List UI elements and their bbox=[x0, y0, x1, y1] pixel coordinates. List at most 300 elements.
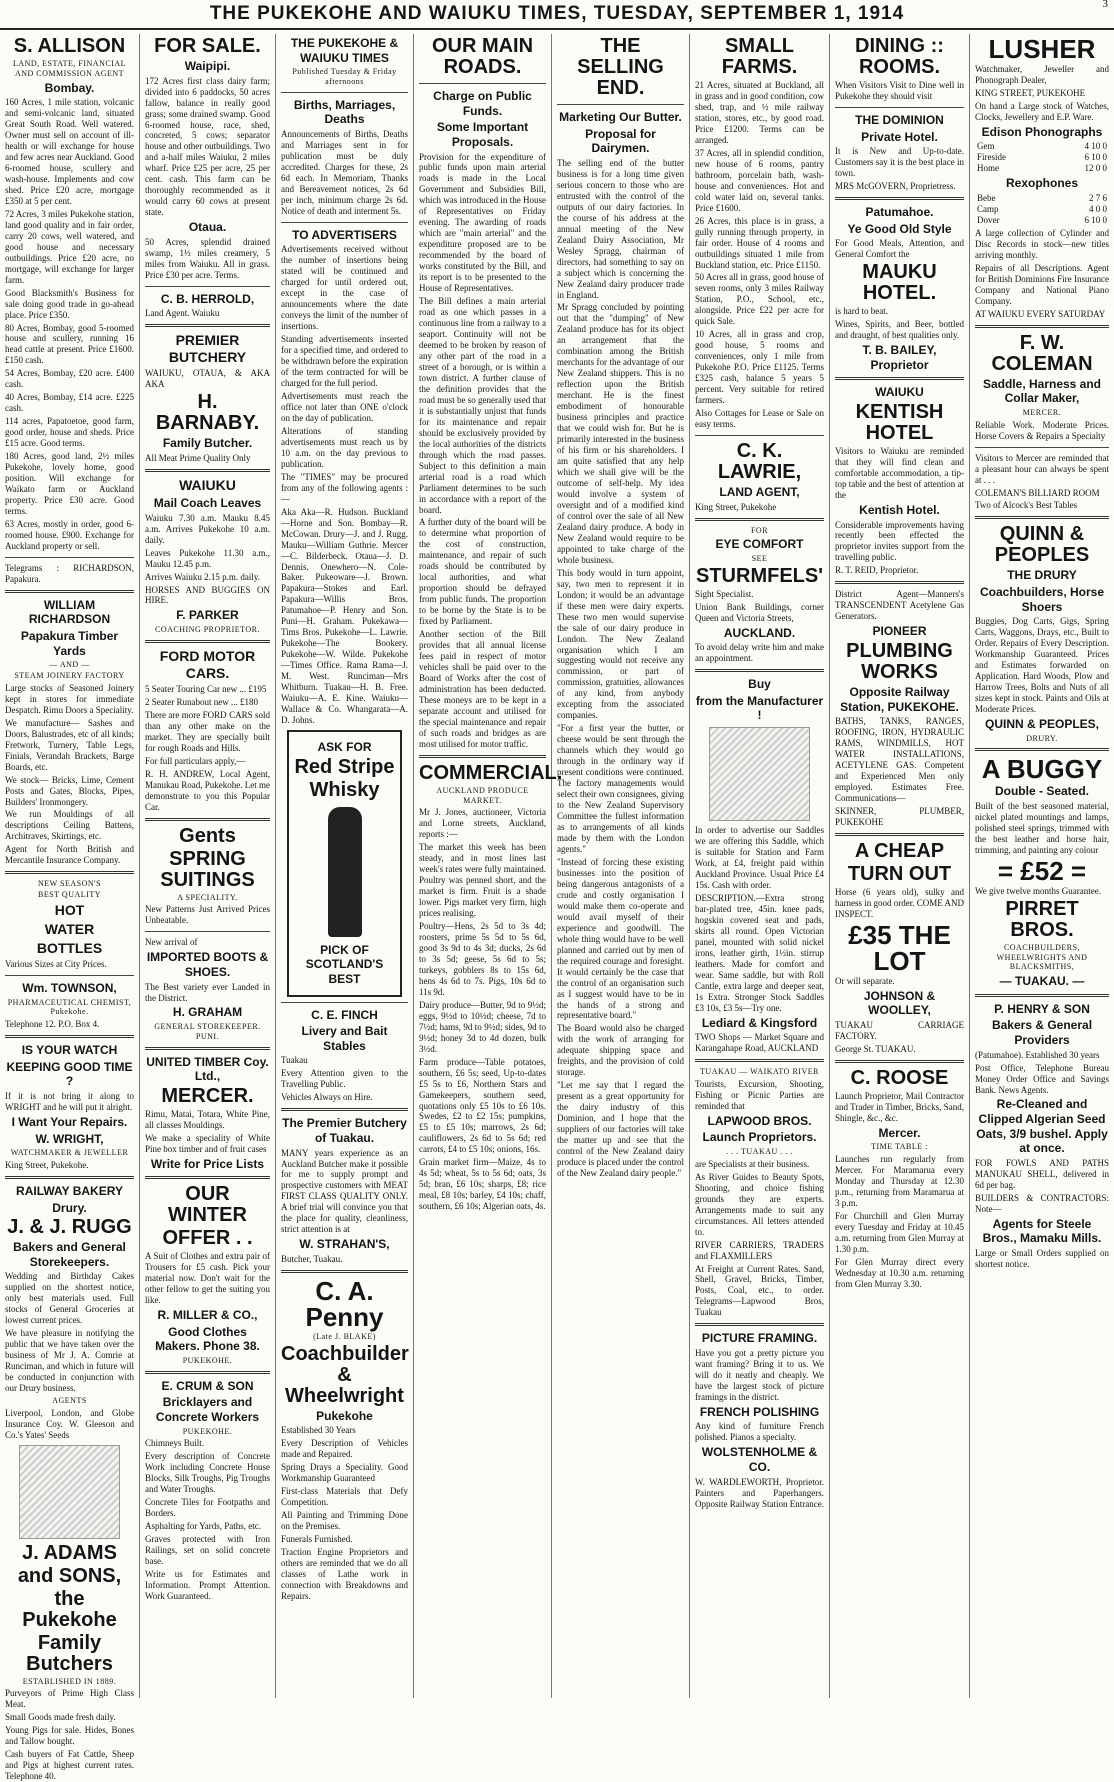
ad-subheading: AUCKLAND PRODUCE MARKET. bbox=[436, 785, 529, 805]
body-text: Union Bank Buildings, corner Queen and Victoria Streets, bbox=[695, 601, 824, 623]
body-text: RIVER CARRIERS, TRADERS and FLAXMILLERS bbox=[695, 1239, 824, 1261]
body-text: Various Sizes at City Prices. bbox=[5, 959, 107, 970]
ad-heading: H. BARNABY. bbox=[155, 391, 260, 435]
body-text: FOR FOWLS AND PATHS MANUKAU SHELL, delivered in 6d per bag. bbox=[975, 1157, 1109, 1190]
column-1 bbox=[0, 34, 140, 1782]
body-text: The Best variety ever Landed in the District. bbox=[145, 981, 270, 1003]
price-value: 12 0 0 bbox=[1084, 163, 1107, 174]
ad-heading: THE SELLING END. bbox=[577, 35, 664, 99]
body-text: 5 Seater Touring Car new ... £195 bbox=[145, 683, 267, 694]
column-rule bbox=[281, 92, 408, 93]
ad-heading: Buy bbox=[748, 677, 771, 692]
body-text: Watchmaker, Jeweller and Phonograph Dealer, bbox=[975, 64, 1109, 85]
price-value: 2 7 6 bbox=[1089, 193, 1107, 203]
ad-heading: Good Clothes Makers. Phone 38. bbox=[155, 1324, 260, 1354]
body-text: A further duty of the board will be to determine what proportion of the cost of construction, maintenance, and repair of such roads should be contributed by local authorities, and what proportion should be defrayed from public funds. The proportion to be borne by the State is to be fixed by Parliament. bbox=[419, 517, 546, 627]
ad-heading: Papakura Timber Yards bbox=[20, 629, 119, 658]
ad-heading: TURN OUT bbox=[847, 862, 952, 885]
body-text: TUAKAU CARRIAGE FACTORY. bbox=[835, 1019, 964, 1041]
body-text: is hard to beat. bbox=[835, 306, 888, 317]
body-text: New Patterns Just Arrived Prices Unbeatable. bbox=[145, 904, 270, 926]
ad-heading: WILLIAM RICHARDSON bbox=[28, 597, 111, 627]
ad-subheading: (Late J. BLAKE) bbox=[313, 1331, 376, 1341]
body-text: For Churchill and Glen Murray every Tuesday and Friday at 10.45 a.m. returning from Glen Murray at 1.30 p.m. bbox=[835, 1210, 964, 1254]
section-divider bbox=[145, 469, 270, 472]
whisky-ad-line: Red Stripe bbox=[294, 755, 395, 778]
body-text: MRS McGOVERN, Proprietress. bbox=[835, 181, 956, 192]
body-text: Rimu, Matai, Totara, White Pine, all classes Mouldings. bbox=[145, 1108, 270, 1130]
ad-subheading: . . . TUAKAU . . . bbox=[726, 1147, 793, 1157]
ad-heading: KENTISH HOTEL bbox=[855, 401, 944, 445]
ad-heading: QUINN & PEOPLES, bbox=[984, 717, 1100, 732]
ad-heading: HOT bbox=[54, 901, 85, 918]
ad-subheading: NEW SEASON'S bbox=[37, 879, 102, 889]
ad-heading: Family Butcher. bbox=[162, 436, 253, 451]
price-row bbox=[975, 163, 1109, 174]
ad-heading: TO ADVERTISERS bbox=[292, 227, 397, 242]
body-text: This body would in turn appoint, say, two men to represent it in London; it would be an advantage if these men were dairy experts. These two men would supervise the sale of our dairy produce in London. The New Zealand organisation which I am suggesting would not receive any commission, or part of commission, gratuities, allowances of any kind, from anybody excepting from the associated companies. bbox=[557, 567, 684, 721]
ad-heading: RAILWAY BAKERY bbox=[16, 1183, 123, 1198]
section-divider bbox=[695, 518, 824, 521]
ad-heading: LUSHER bbox=[988, 34, 1096, 64]
body-text: For Good Meals, Attention, and General Comfort the bbox=[835, 238, 964, 260]
ad-heading: THE DOMINION bbox=[855, 112, 944, 127]
ad-heading: PIONEER bbox=[872, 624, 927, 639]
body-text: Land Agent. Waiuku bbox=[145, 308, 220, 319]
ad-heading: J. ADAMS bbox=[22, 1541, 117, 1564]
body-text: Young Pigs for sale. Hides, Bones and Tallow bought. bbox=[5, 1725, 134, 1747]
ad-heading: Mercer. bbox=[878, 1125, 921, 1140]
ad-heading: OUR MAIN ROADS. bbox=[431, 35, 534, 78]
section-divider bbox=[835, 833, 964, 836]
section-divider bbox=[145, 1371, 270, 1374]
ad-heading: JOHNSON & WOOLLEY, bbox=[863, 988, 936, 1018]
column-rule bbox=[975, 447, 1109, 448]
price-item: Gem bbox=[977, 141, 995, 152]
body-text: We stock— Bricks, Lime, Cement Posts and Gates, Blocks, Pipes, Builders' Ironmongery. bbox=[5, 774, 134, 807]
ad-subheading: — AND — bbox=[49, 660, 90, 670]
body-text: "Let me say that I regard the present as a great opportunity for the dairy industry of this Dominion, and I hope that the suppliers of our factories will take the matter up and see that the control of the New Zealand dairy produce is placed under the control of the New Zealand dairy people." bbox=[557, 1080, 684, 1179]
price-value: 4 0 0 bbox=[1089, 203, 1107, 214]
body-text: Any kind of furniture French polished. Pianos a specialty. bbox=[695, 1421, 824, 1443]
body-text: We make a speciality of White Pine box timber and of fruit cases bbox=[145, 1132, 270, 1154]
whisky-advertisement bbox=[287, 730, 402, 997]
body-text: Leaves Pukekohe 11.30 a.m., Mauku 12.45 p.m. bbox=[145, 547, 270, 569]
body-text: All Meat Prime Quality Only bbox=[145, 453, 251, 464]
body-text: 114 acres, Papatoetoe, good farm, good order, house and sheds. Price £15 acre. Good terms. bbox=[5, 416, 134, 449]
column-rule bbox=[145, 931, 270, 932]
body-text: Considerable improvements having recently been effected the proprietor invites support from the travelling public. bbox=[835, 519, 964, 563]
ad-heading: WAIUKU bbox=[875, 385, 924, 400]
body-text: R. T. REID, Proprietor. bbox=[835, 565, 919, 576]
section-divider bbox=[835, 1060, 964, 1063]
body-text: Chimneys Built. bbox=[145, 1438, 205, 1449]
ad-heading: MERCER. bbox=[161, 1084, 254, 1107]
body-text: Standing advertisements inserted for a specified time, and ordered to be withdrawn before the expiration of the term contracted for will be charged for the full period. bbox=[281, 334, 408, 388]
ad-heading: Lediard & Kingsford bbox=[701, 1015, 818, 1030]
ad-heading: T. B. BAILEY, Proprietor bbox=[862, 343, 937, 372]
column-8 bbox=[970, 34, 1114, 1698]
body-text: At Freight at Current Rates. Sand, Shell, Gravel, Bricks, Timber, Posts, Coal, etc., to order. Telegrams—Lapwood Bros, Tuakau bbox=[695, 1263, 824, 1318]
column-rule bbox=[281, 1002, 408, 1003]
body-text: COLEMAN'S BILLIARD ROOM bbox=[975, 487, 1100, 498]
body-text: Mr Spragg concluded by pointing out that the "dumping" of New Zealand produce has for its object an arrangement that the combination among the British merchants for the advantage of our New Zealand shippers. This is no reflection upon the British merchant. He is the finest embodiment of honourable business principles and practice that we could wish for. But he is primarily interested in the business of his firm or his shareholders. I am quite satisfied that any help which we shall give will be the outcome of self-help. My idea would involve a system of oversight and of a modified kind of control over the sale of all New Zealand dairy produce. A body in New Zealand would require to be appointed to take charge of the whole business. bbox=[557, 302, 684, 565]
section-divider bbox=[419, 755, 546, 758]
price-row bbox=[975, 152, 1109, 163]
body-text: Dairy produce—Butter, 9d to 9½d; eggs, 9½d to 10½d; cheese, 7d to 7½d; hams, 9d to 9½d; sides, 9d to 9½d; honey 3d to 4d dozen, bulk 3½d. bbox=[419, 999, 546, 1054]
ad-heading: AUCKLAND. bbox=[723, 625, 796, 640]
body-text: 2 Seater Runabout new ... £180 bbox=[145, 696, 258, 707]
masthead-title: THE PUKEKOHE AND WAIUKU TIMES, TUESDAY, SEPTEMBER 1, 1914 bbox=[209, 3, 905, 24]
ad-heading: FORD MOTOR CARS. bbox=[159, 647, 256, 681]
column-4 bbox=[414, 34, 563, 1698]
ad-subheading: ESTABLISHED IN 1889. bbox=[22, 1676, 117, 1686]
section-divider bbox=[5, 1176, 134, 1179]
ad-heading: Births, Marriages, Deaths bbox=[293, 97, 396, 127]
ad-heading: P. HENRY & SON bbox=[994, 1001, 1090, 1016]
body-text: 180 Acres, good land, 2½ miles Pukekohe, lovely home, good position. Will exchange for Waikato farm or Auckland property. Price £30 acre. Good terms. bbox=[5, 451, 134, 516]
body-text: The Board would also be charged with the work of arranging for adequate shipping space and freights, and the provision of cold storage. bbox=[557, 1023, 684, 1078]
body-text: Liverpool, London, and Globe Insurance Coy. W. Gleeson and Co.'s Yates' Seeds bbox=[5, 1407, 134, 1440]
ad-subheading: PUKEKOHE. bbox=[182, 1426, 233, 1436]
price-value: 6 10 0 bbox=[1084, 214, 1107, 225]
ad-heading: The Premier Butchery of Tuakau. bbox=[282, 1116, 407, 1145]
ad-heading: PLUMBING WORKS bbox=[846, 639, 953, 683]
whisky-ad-line: ASK FOR bbox=[317, 740, 372, 755]
price-list bbox=[975, 193, 1109, 226]
body-text: Advertisements must reach the office not later than ONE o'clock on the day of publication. bbox=[281, 390, 408, 423]
whisky-bottle-illustration bbox=[328, 807, 362, 937]
section-divider bbox=[145, 324, 270, 327]
ad-heading: from the Manufacturer ! bbox=[695, 693, 824, 723]
ad-heading: Livery and Bait Stables bbox=[301, 1024, 388, 1053]
whisky-ad-line: PICK OF SCOTLAND'S BEST bbox=[305, 942, 384, 986]
section-divider bbox=[281, 1270, 408, 1273]
ad-heading: Bricklayers and Concrete Workers bbox=[155, 1395, 260, 1425]
section-divider bbox=[975, 994, 1109, 997]
ad-heading: C. B. HERROLD, bbox=[160, 291, 255, 306]
ad-heading: and SONS, bbox=[17, 1564, 122, 1587]
body-text: Butcher, Tuakau. bbox=[281, 1253, 343, 1264]
ad-heading: Family Butchers bbox=[26, 1631, 113, 1675]
body-text: There are more FORD CARS sold than any other make on the market. They are specially built for rough Roads and Hills. bbox=[145, 709, 270, 753]
ad-heading: W. STRAHAN'S, bbox=[299, 1237, 390, 1252]
ad-heading: STURMFELS' bbox=[696, 564, 823, 587]
section-divider bbox=[835, 377, 964, 380]
ad-heading: — TUAKAU. — bbox=[999, 974, 1085, 989]
body-text: R. H. ANDREW, Local Agent, Manukau Road, Pukekohe. Let me demonstrate to you this Popular Car. bbox=[145, 768, 270, 812]
body-text: 37 Acres, all in splendid condition, new house of 6 rooms, pantry bathroom, porcelain bath, wash-house and conveniences. Hot and cold water laid on, several tanks. Price £1600. bbox=[695, 147, 824, 213]
ad-subheading: AGENTS bbox=[52, 1396, 87, 1406]
price-item: Fireside bbox=[977, 152, 1006, 163]
body-text: Every Description of Vehicles made and Repaired. bbox=[281, 1438, 408, 1460]
ad-subheading: TUAKAU — WAIKATO RIVER bbox=[700, 1067, 819, 1077]
body-text: Repairs of all Descriptions. Agent for British Dominions Fire Insurance Company and National Piano Company. bbox=[975, 262, 1109, 306]
ad-heading: Opposite Railway Station, PUKEKOHE. bbox=[840, 684, 959, 714]
body-text: As River Guides to Beauty Spots, Shooting, and choice fishing grounds they are experts. Arrangements made to suit any circumstances. All letters attended to. bbox=[695, 1171, 824, 1237]
ad-heading: W. WRIGHT, bbox=[35, 1131, 104, 1146]
section-divider bbox=[695, 1323, 824, 1326]
column-rule bbox=[419, 83, 546, 84]
ad-heading: Mail Coach Leaves bbox=[153, 496, 262, 511]
ad-heading: QUINN & PEOPLES bbox=[994, 523, 1090, 567]
body-text: DESCRIPTION.—Extra strong bar-plated tree, 45in. knee pads, hogskin covered seat and pads, skirts all round. Open Victorian panel, mounted with solid nickel irons, leather girth, 1½in. stirrup leathers. Made for comfort and wear. Same saddle, but with Roll Cantle, extra large and deeper seat, 1s Extra. Stronger Stock Saddles £3 10s, £3 5s—Try one. bbox=[695, 892, 824, 1013]
body-text: 54 Acres, Bombay, £20 acre. £400 cash. bbox=[5, 368, 134, 390]
whisky-ad-line: Whisky bbox=[309, 778, 380, 801]
ad-heading: H. GRAHAM bbox=[172, 1005, 243, 1020]
ad-heading: Some Important Proposals. bbox=[436, 120, 529, 149]
body-text: George St. TUAKAU. bbox=[835, 1043, 916, 1054]
ad-heading: I Want Your Repairs. bbox=[11, 1114, 128, 1129]
ad-heading: SMALL FARMS. bbox=[721, 35, 798, 78]
body-text: Reliable Work. Moderate Prices. Horse Covers & Repairs a Specialty bbox=[975, 419, 1109, 441]
body-text: Wines, Spirits, and Beer, bottled and draught, of best qualities only. bbox=[835, 319, 964, 341]
section-divider bbox=[145, 818, 270, 821]
engraving-illustration bbox=[709, 727, 810, 821]
column-rule bbox=[5, 557, 134, 558]
ad-heading: F. W. COLEMAN bbox=[991, 331, 1093, 375]
body-text: Traction Engine Proprietors and others are reminded that we do all classes of Lathe work in connection with Breakdowns and Repairs. bbox=[281, 1546, 408, 1601]
body-text: HORSES AND BUGGIES ON HIRE. bbox=[145, 584, 270, 606]
section-divider bbox=[145, 640, 270, 643]
ad-heading: FOR SALE. bbox=[154, 35, 261, 57]
body-text: Also Cottages for Lease or Sale on easy terms. bbox=[695, 408, 824, 430]
ad-heading: THE DRURY bbox=[1007, 568, 1077, 583]
newspaper-columns bbox=[0, 34, 1114, 1782]
ad-subheading: LAND, ESTATE, FINANCIAL AND COMMISSION AGENT bbox=[12, 59, 127, 78]
price-value: 4 10 0 bbox=[1084, 141, 1107, 152]
ad-heading: J. & J. RUGG bbox=[7, 1216, 132, 1239]
body-text: Small Goods made fresh daily. bbox=[5, 1712, 116, 1723]
price-row bbox=[975, 215, 1109, 226]
ad-heading: Patumahoe. bbox=[865, 205, 934, 220]
price-row bbox=[975, 141, 1109, 152]
body-text: If it is not bring it along to WRIGHT and he will put it alright. bbox=[5, 1090, 134, 1112]
body-text: Concrete Tiles for Footpaths and Borders. bbox=[145, 1497, 270, 1519]
price-value: 6 10 0 bbox=[1084, 152, 1107, 163]
column-7 bbox=[830, 34, 970, 1698]
ad-heading: Gents bbox=[179, 824, 236, 847]
ad-heading: COMMERCIAL. bbox=[419, 761, 563, 784]
body-text: Have you got a pretty picture you want framing? Bring it to us. We will do it neatly and cheaply. We have the largest stock of picture framings in the district. bbox=[695, 1347, 824, 1402]
body-text: Or will separate. bbox=[835, 975, 895, 986]
body-text: Write us for Estimates and Information. Prompt Attention. Work Guaranteed. bbox=[145, 1569, 270, 1602]
body-text: Alterations of standing advertisements must reach us by 10 a.m. on the day previous to publication. bbox=[281, 425, 408, 469]
body-text: Visitors to Mercer are reminded that a pleasant hour can always be spent at . . . bbox=[975, 452, 1109, 485]
body-text: For full particulars apply,— bbox=[145, 755, 246, 766]
body-text: Graves protected with Iron Railings, set on solid concrete base. bbox=[145, 1534, 270, 1567]
body-text: When Visitors Visit to Dine well in Pukekohe they should visit bbox=[835, 80, 964, 101]
body-text: Wedding and Birthday Cakes supplied on the shortest notice, only best materials used. Full stocks of General Groceries at lowest current prices. bbox=[5, 1271, 134, 1326]
section-divider bbox=[695, 669, 824, 672]
section-divider bbox=[5, 1035, 134, 1038]
ad-heading: Kentish Hotel. bbox=[859, 502, 940, 517]
section-divider bbox=[5, 871, 134, 874]
body-text: Telephone 12. P.O. Box 4. bbox=[5, 1019, 100, 1030]
ad-subheading: A SPECIALITY. bbox=[177, 892, 238, 902]
body-text: The "TIMES" may be procured from any of the following agents :— bbox=[281, 471, 408, 504]
masthead bbox=[0, 0, 1114, 30]
section-divider bbox=[145, 1176, 270, 1179]
ad-subheading: STEAM JOINERY FACTORY bbox=[14, 671, 125, 681]
body-text: Provision for the expenditure of public funds upon main arterial roads is made in the Local Government and Subsidies Bill, which was introduced in the House of Representatives on Friday evening. The awarding of roads which are "main arterial" and the expenditure proposed are to be recommended by the board of works constituted by the Bill, and its report is to be presented to the House of Representatives. bbox=[419, 151, 546, 294]
body-text: Advertisements received without the number of insertions being stated will be continued and charged for until ordered out, except in the case of announcements where the date conveys the limit of the number of insertions. bbox=[281, 244, 408, 332]
ad-heading: S. ALLISON bbox=[13, 35, 126, 57]
body-text: Tuakau bbox=[281, 1055, 308, 1066]
ad-heading: Ye Good Old Style bbox=[847, 221, 952, 236]
ad-heading: C. ROOSE bbox=[850, 1066, 949, 1089]
body-text: We run Mouldings of all descriptions Ceiling Battens, Architraves, Skirtings, etc. bbox=[5, 809, 134, 842]
ad-heading: C. A. Penny bbox=[305, 1275, 384, 1332]
body-text: Mr J. Jones, auctioneer, Victoria and Lorne streets, Auckland, reports :— bbox=[419, 807, 546, 840]
body-text: Telegrams : RICHARDSON, Papakura. bbox=[5, 562, 134, 584]
ad-heading: BOTTLES bbox=[36, 939, 103, 956]
body-text: 80 Acres, Bombay, good 5-roomed house and scullery, running 16 head cattle at present. Price £1600. £150 cash. bbox=[5, 322, 134, 366]
body-text: Every Attention given to the Travelling Public. bbox=[281, 1068, 408, 1090]
ad-heading: C. K. LAWRIE, bbox=[717, 440, 802, 484]
ad-heading: Coachbuilder & Wheelwright bbox=[281, 1342, 409, 1407]
ad-subheading: DRURY. bbox=[1026, 733, 1058, 743]
ad-heading: £35 THE LOT bbox=[848, 919, 951, 976]
body-text: Two of Alcock's Best Tables bbox=[975, 500, 1078, 511]
price-row bbox=[975, 204, 1109, 215]
ad-heading: THE PUKEKOHE & WAIUKU TIMES bbox=[290, 36, 399, 65]
ad-heading: Rexophones bbox=[1005, 176, 1078, 191]
ad-heading: C. E. FINCH bbox=[311, 1007, 378, 1022]
ad-heading: R. MILLER & CO., bbox=[157, 1308, 258, 1323]
body-text: Visitors to Waiuku are reminded that they will find clean and comfortable accommodation, a tip-top table and the best of attention at the bbox=[835, 446, 964, 500]
ad-heading: A CHEAP bbox=[854, 839, 945, 862]
ad-heading: WAIUKU bbox=[179, 477, 236, 493]
ad-heading: PREMIER BUTCHERY bbox=[168, 332, 247, 366]
price-row bbox=[975, 193, 1109, 204]
body-text: Buggies, Dog Carts, Gigs, Spring Carts, Waggons, Drays, etc., Built to Order. Repairs of Every Description. Workmanship Guaranteed. Prices and Estimates forwarded on Application. Hard Woods, Plow and Harrow Trees, Bolts and Nuts of all sizes kept in stock. Paints and Oils at Moderate Prices. bbox=[975, 616, 1109, 715]
body-text: Agent for North British and Mercantile Insurance Company. bbox=[5, 844, 134, 866]
body-text: Announcements of Births, Deaths and Marriages sent in for publication must be duly accredited. Charges for these, 2s 6d each. In Memoriam, Thanks and Bereavement notices, 2s 6d per inch, minimum charge 2s 6d. Notice of death and interment 5s. bbox=[281, 129, 408, 216]
ad-heading: PICTURE FRAMING. bbox=[701, 1331, 818, 1346]
body-text: Tourists, Excursion, Shooting, Fishing or Picnic Parties are reminded that bbox=[695, 1078, 824, 1111]
ad-heading: Wm. TOWNSON, bbox=[22, 981, 117, 996]
price-item: Home bbox=[977, 163, 999, 174]
body-text: 160 Acres, 1 mile station, volcanic and semi-volcanic land, situated Great South Road. Well watered. Owner must sell on account of ill-health or will exchange for house and few acres near Auckland. Good 6-roomed house, scullery and wash-house. Implements and cow shed. Price £20 acre, mortgage £350 at 5 per cent. bbox=[5, 97, 134, 206]
body-text: Aka Aka—R. Hudson. Buckland—Horne and Son. Bombay—R. McCowan. Drury—J. and J. Rugg. Mauku—William Guthrie. Mercer—C. Bilderbeck. Otaua—J. D. Dennis. Onewhero—N. Cole-Baker. Pukeoware—J. Brown. Papakura—Stokes and Earl. Papakura—Willis Bros. Patumahoe—P. Henry and Son. Puni—H. Graham. Pukekawa—Tims Bros. Pukekohe—L. Lawrie. Pukekohe—The Bookery. Pukekohe—W. Wilde. Pukekohe—Times Office. Rama Rama—J. M. West. Runciman—Mrs Whitburn. Tuakau—H. B. Free. Waiuku—A. E. Kine. Waiuku—Wallace & Co. Whangarata—A. D. Johns. bbox=[281, 506, 408, 726]
body-text: District Agent—Manners's TRANSCENDENT Acetylene Gas Generators. bbox=[835, 589, 964, 622]
body-text: BATHS, TANKS, RANGES, ROOFING, IRON, HYDRAULIC RAMS, WINDMILLS, HOT WATER INSTALLATIONS, ACETYLENE GAS. Competent and Experienced Men only employed. Estimates Free. Communications— bbox=[835, 716, 964, 803]
ad-heading: LAPWOOD BROS. bbox=[707, 1113, 812, 1128]
body-text: On hand a Large stock of Watches, Clocks, Jewellery and E.P. Ware. bbox=[975, 100, 1109, 122]
body-text: Farm produce—Table potatoes, southern, £6 5s; seed, Up-to-dates £5 5s to £6, Northern Stars and Gamekeepers, southern seed, quotations only £5 10s to £6 10s. Swedes, £2 to £2 15s; pumpkins, £5 to £5 10s; marrows, 2s 6d; cauliflowers, 2s 6d to 5s 6d; red carrots, £4 to £5 10s; onions, 16s. bbox=[419, 1056, 546, 1155]
column-5 bbox=[552, 34, 690, 1698]
ad-subheading: COACHING PROPRIETOR. bbox=[155, 625, 260, 635]
section-divider bbox=[975, 516, 1109, 519]
ad-heading: IS YOUR WATCH bbox=[21, 1043, 118, 1058]
ad-heading: F. PARKER bbox=[176, 608, 239, 623]
body-text: "For a first year the butter, or cheese would be sent through the channels which they would go through in the ordinary way if present conditions were continued. The factory managements would select their own consignees, giving to the New Zealand Supervisory Committee the fullest information as to arrangements of all kinds made by them with the London agents." bbox=[557, 723, 684, 854]
body-text: Waiuku 7.30 a.m. Mauku 8.45 a.m. Arrives Pukekohe 10 a.m. daily. bbox=[145, 512, 270, 545]
ad-heading: UNITED TIMBER Coy. Ltd., bbox=[146, 1054, 269, 1084]
ad-subheading: TIME TABLE : bbox=[871, 1142, 928, 1152]
body-text: A large collection of Cylinder and Disc Records in stock—new titles arriving monthly. bbox=[975, 227, 1109, 260]
body-text: 50 Acres all in grass, good house of seven rooms, only 3 miles Railway Station, P.O., School, etc., alongside. Price £22 per acre for quick Sale. bbox=[695, 272, 824, 327]
body-text: The market this week has been steady, and in most lines last week's rates were fully maintained. Poultry was penned short, and the market is firm. Fruit is a shade lower. Pigs market very firm, high prices realising. bbox=[419, 842, 546, 919]
ad-heading: FRENCH POLISHING bbox=[699, 1404, 820, 1419]
body-text: Large stocks of Seasoned Joinery kept in stores for immediate Despatch. Rimu Doors a Speciality. bbox=[5, 682, 134, 715]
body-text: Another section of the Bill provides that all annual license fees paid in respect of motor vehicles shall be paid over to the Board of Works after the cost of administration has been deducted. These moneys are to be kept in a separate account and utilised for the special maintenance and repair of such roads and bridges as are most utilised for motor traffic. bbox=[419, 629, 546, 749]
ad-heading: A BUGGY bbox=[981, 754, 1103, 785]
body-text: For Glen Murray direct every Wednesday at 10.30 a.m. returning from Glen Murray 3.30. bbox=[835, 1256, 964, 1289]
body-text: Sight Specialist. bbox=[695, 588, 754, 599]
column-rule bbox=[835, 107, 964, 108]
price-item: Bebe bbox=[977, 193, 996, 203]
ad-heading: Bakers and General Storekeepers. bbox=[13, 1240, 126, 1269]
ad-subheading: FOR bbox=[750, 525, 769, 535]
ad-subheading: SEE bbox=[751, 554, 768, 563]
ad-heading: OUR WINTER bbox=[168, 1183, 247, 1227]
ad-heading: Saddle, Harness and Collar Maker, bbox=[982, 376, 1102, 406]
ad-heading: SPRING SUITINGS bbox=[160, 847, 255, 891]
engraving-illustration bbox=[19, 1445, 120, 1539]
body-text: Arrives Waiuku 2.15 p.m. daily. bbox=[145, 571, 261, 582]
price-item: Dover bbox=[977, 214, 1000, 225]
body-text: In order to advertise our Saddles we are offering this Saddle, which is suitable for Station and Farm Work, at £4, freight paid within Auckland Province. Usual Price £4 15s. Cash with order. bbox=[695, 825, 824, 890]
body-text: Launches run regularly from Mercer. For Maramarua every Monday and Thursday at 12.30 p.m., returning from Maramarua at 3 p.m. bbox=[835, 1154, 964, 1208]
ad-heading: Charge on Public Funds. bbox=[433, 89, 532, 118]
body-text: 10 Acres, all in grass and crop, good house, 5 rooms and conveniences, only 1 mile from Pukekohe P.O. Price £1125. Terms £325 cash, balance 5 years 5 percent. Very suitable for retired farmers. bbox=[695, 329, 824, 406]
ad-heading: WATER bbox=[44, 920, 95, 937]
ad-heading: Waipipi. bbox=[184, 59, 231, 73]
body-text: To avoid delay write him and make an appointment. bbox=[695, 642, 824, 664]
section-divider bbox=[835, 197, 964, 200]
ad-subheading: COACHBUILDERS, WHEELWRIGHTS AND BLACKSMITHS, bbox=[996, 942, 1088, 972]
ad-heading: Bakers & General Providers bbox=[991, 1018, 1093, 1047]
body-text: BUILDERS & CONTRACTORS: Note— bbox=[975, 1192, 1109, 1214]
ad-heading: IMPORTED BOOTS & SHOES. bbox=[146, 950, 269, 979]
body-text: Grain market firm—Maize, 4s to 4s 5d; wheat, 5s to 5s 6d; oats, 3s 5d; bran, £6 10s; sharps, £8; rice meal, £8 10s; barley, £4 10s; chaff, southern, £6 10s; Algerian oats, 4s. bbox=[419, 1157, 546, 1212]
ad-heading: Private Hotel. bbox=[861, 129, 938, 144]
body-text: are Specialists at their business. bbox=[695, 1158, 810, 1169]
section-divider bbox=[145, 1047, 270, 1050]
body-text: Large or Small Orders supplied on shortest notice. bbox=[975, 1248, 1109, 1270]
body-text: Horse (6 years old), sulky and harness in good order. COME AND INSPECT. bbox=[835, 886, 964, 919]
ad-heading: OFFER . . bbox=[162, 1227, 253, 1250]
ad-heading: Bombay. bbox=[44, 80, 95, 95]
ad-heading: E. CRUM & SON bbox=[161, 1378, 254, 1393]
ad-heading: Otaua. bbox=[188, 220, 227, 235]
body-text: WAIUKU, OTAUA, & AKA AKA bbox=[145, 368, 270, 390]
section-divider bbox=[975, 748, 1109, 751]
body-text: King Street, Pukekohe bbox=[695, 501, 777, 512]
body-text: 40 Acres, Bombay, £14 acre. £225 cash. bbox=[5, 392, 134, 414]
ad-subheading: PHARMACEUTICAL CHEMIST, Pukekohe. bbox=[7, 997, 132, 1017]
body-text: 21 Acres, situated at Buckland, all in grass and in good condition, cow shed, trap, and ½ mile railway station, stores, etc., by good road. Price £1200. Terms can be arranged. bbox=[695, 80, 824, 145]
body-text: Every description of Concrete Work including Concrete House Blocks, Silk Troughs, Pig Troughs and Water Troughs. bbox=[145, 1451, 270, 1495]
body-text: 172 Acres first class dairy farm; divided into 6 paddocks, 50 acres fallow, balance in really good grass; some drained swamp. Good 6-roomed house, race, shed, concreted, 5 cows; separator house and other outbuildings. Two and a-half miles Waiuku, 2 miles wharf. Price £25 per acre, 25 per cent. cash. This farm can be thoroughly recommended as it would carry 60 cows at present state. bbox=[145, 75, 270, 218]
ad-heading: Write for Price Lists bbox=[150, 1156, 265, 1171]
ad-heading: Pukekohe bbox=[316, 1408, 373, 1423]
body-text: New arrival of bbox=[145, 937, 198, 948]
body-text: W. WARDLEWORTH, Proprietor. Painters and Paperhangers. Opposite Railway Station Entrance. bbox=[695, 1476, 824, 1509]
column-rule bbox=[5, 975, 134, 976]
ad-heading: = £52 = bbox=[997, 855, 1087, 886]
body-text: A Suit of Clothes and extra pair of Trousers for £5 cash. Pick your material now. Don't wait for the other fellow to get the suiting you like. bbox=[145, 1251, 270, 1306]
column-6 bbox=[690, 34, 830, 1698]
body-text: Spring Drays a Speciality. Good Workmanship Guaranteed bbox=[281, 1462, 408, 1484]
body-text: First-class Materials that Defy Competition. bbox=[281, 1486, 408, 1508]
ad-heading: Double - Seated. bbox=[994, 784, 1089, 799]
section-divider bbox=[975, 325, 1109, 328]
column-rule bbox=[281, 222, 408, 223]
body-text: Purveyors of Prime High Class Meat. bbox=[5, 1688, 134, 1710]
